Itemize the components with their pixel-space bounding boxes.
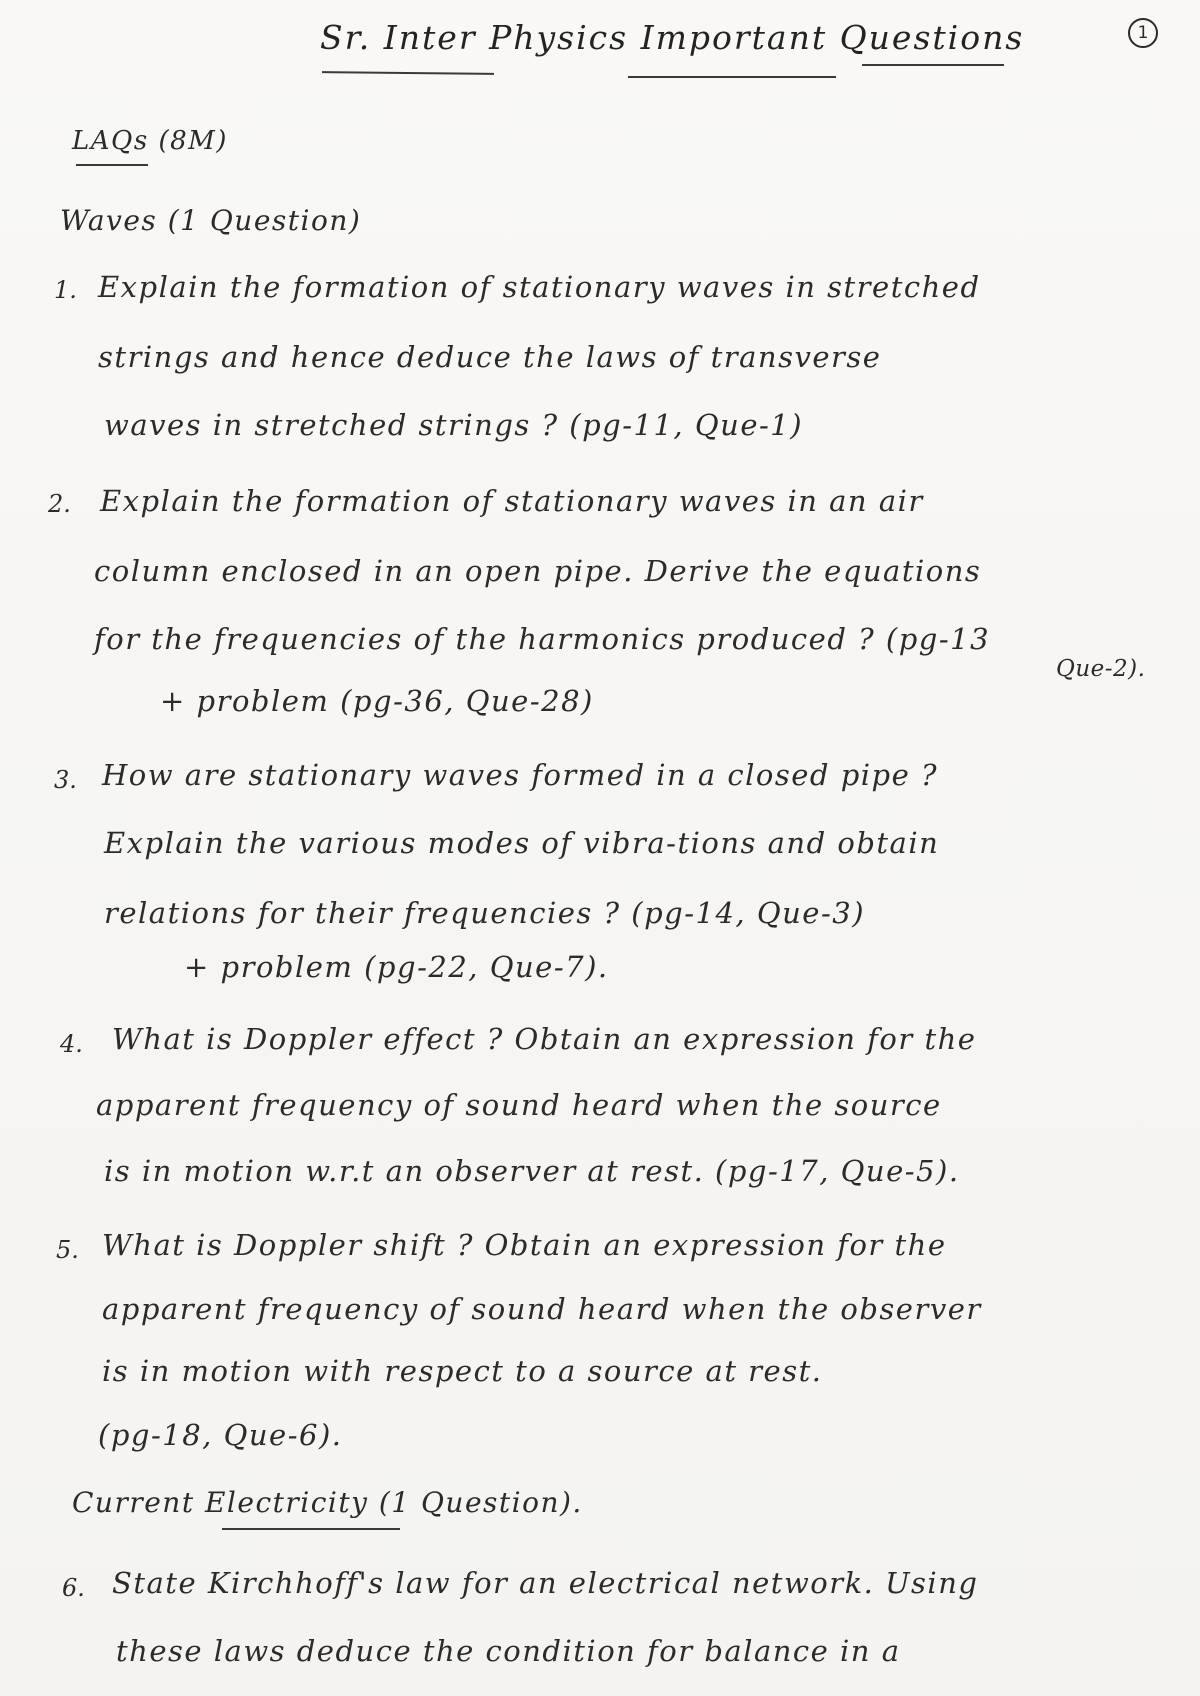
laq-heading: LAQs (8M) [72,126,228,156]
question-number: 2. [48,490,71,518]
question-line: is in motion w.r.t an observer at rest. (pg-17, Que-5). [104,1154,960,1188]
title-underline-2 [628,76,836,78]
question-line: What is Doppler effect ? Obtain an expression for the [112,1022,977,1056]
title-underline-3 [862,64,1004,66]
question-line: strings and hence deduce the laws of transverse [98,340,882,374]
title-underline-1 [322,71,494,75]
page-number-badge: 1 [1128,18,1158,48]
question-line: Explain the formation of stationary waves in stretched [98,270,981,304]
question-number: 6. [62,1574,85,1602]
question-line: is in motion with respect to a source at rest. [102,1354,823,1388]
section-underline-current [222,1528,400,1530]
question-line: column enclosed in an open pipe. Derive the equations [94,554,982,588]
question-line: (pg-18, Que-6). [98,1418,343,1452]
question-number: 5. [56,1236,79,1264]
question-line: How are stationary waves formed in a closed pipe ? [102,758,939,792]
question-line: Que-2). [1056,656,1146,682]
section-heading-current-electricity: Current Electricity (1 Question). [72,1486,583,1519]
question-line: What is Doppler shift ? Obtain an expression for the [102,1228,947,1262]
laq-heading-underline [76,164,148,166]
question-line: relations for their frequencies ? (pg-14, Que-3) [104,896,866,930]
question-line: Explain the formation of stationary waves in an air [100,484,924,518]
question-line: waves in stretched strings ? (pg-11, Que-1) [104,408,804,442]
page-title: Sr. Inter Physics Important Questions [320,18,1025,57]
question-line: State Kirchhoff's law for an electrical network. Using [112,1566,979,1600]
section-heading-waves: Waves (1 Question) [60,204,362,237]
question-line: + problem (pg-36, Que-28) [160,684,594,718]
question-line: + problem (pg-22, Que-7). [184,950,609,984]
question-number: 1. [54,276,77,304]
question-line: Explain the various modes of vibra-tions and obtain [104,826,940,860]
question-line: apparent frequency of sound heard when the observer [102,1292,982,1326]
question-number: 3. [54,766,77,794]
question-line: these laws deduce the condition for balance in a [116,1634,901,1668]
question-line: for the frequencies of the harmonics produced ? (pg-13 [94,622,991,656]
question-line: apparent frequency of sound heard when the source [96,1088,942,1122]
question-number: 4. [60,1030,83,1058]
